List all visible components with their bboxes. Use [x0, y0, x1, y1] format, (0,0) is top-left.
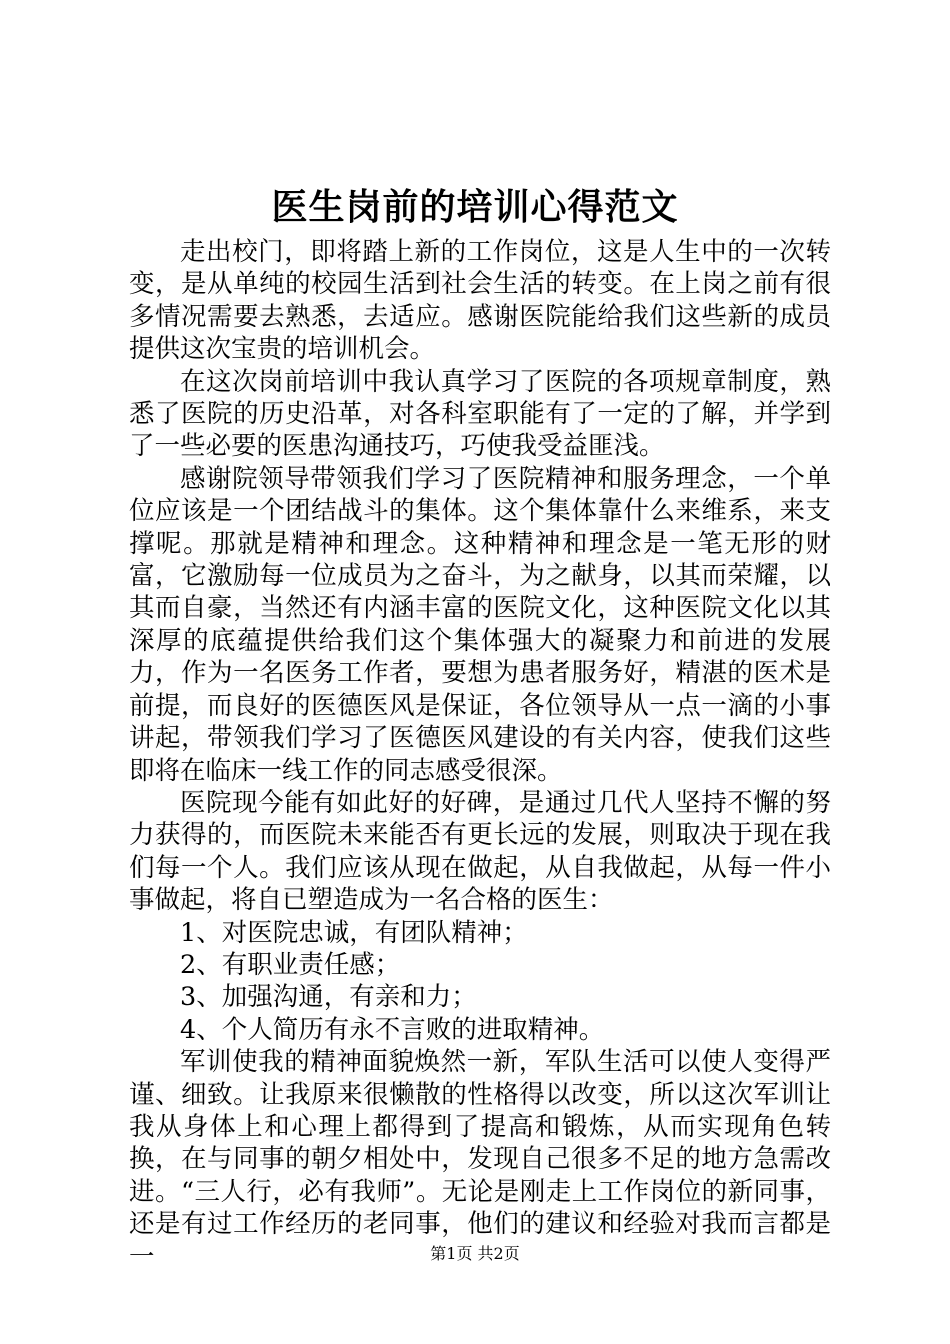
document-body [129, 236, 831, 1273]
list-item: 2、有职业责任感； [180, 949, 401, 980]
page-number-footer: 第1页 共2页 [430, 1244, 520, 1263]
paragraph: 医院现今能有如此好的好碑，是通过几代人坚持不懈的努力获得的，而医院未来能否有更长远的发展，则取决于现在我们每一个人。我们应该从现在做起，从自我做起，从每一件小事做起，将自已塑造成为一名合格的医生： [129, 787, 831, 916]
paragraph: 军训使我的精神面貌焕然一新，军队生活可以使人变得严谨、细致。让我原来很懒散的性格得以改变，所以这次军训让我从身体上和心理上都得到了提高和锻炼，从而实现角色转换，在与同事的朝夕相处中，发现自己很多不足的地方急需改进。“三人行，必有我师”。无论是刚走上工作岗位的新同事，还是有过工作经历的老同事，他们的建议和经验对我而言都是一 [129, 1047, 831, 1272]
document-title: 医生岗前的培训心得范文 [271, 187, 679, 228]
list-item: 1、对医院忠诚，有团队精神； [180, 917, 528, 948]
list-item: 3、加强沟通，有亲和力； [180, 982, 477, 1013]
paragraph: 走出校门，即将踏上新的工作岗位，这是人生中的一次转变，是从单纯的校园生活到社会生活的转变。在上岗之前有很多情况需要去熟悉，去适应。感谢医院能给我们这些新的成员提供这次宝贵的培训机会。 [129, 237, 831, 365]
paragraph: 感谢院领导带领我们学习了医院精神和服务理念，一个单位应该是一个团结战斗的集体。这个集体靠什么来维系，来支撑呢。那就是精神和理念。这种精神和理念是一笔无形的财富，它激励每一位成员为之奋斗，为之献身，以其而荣耀，以其而自豪，当然还有内涵丰富的医院文化，这种医院文化以其深厚的底蕴提供给我们这个集体强大的凝聚力和前进的发展力，作为一名医务工作者，要想为患者服务好，精湛的医术是前提，而良好的医德医风是保证，各位领导从一点一滴的小事讲起，带领我们学习了医德医风建设的有关内容，使我们这些即将在临床一线工作的同志感受很深。 [129, 463, 831, 786]
list-item: 4、个人简历有永不言败的进取精神。 [180, 1014, 605, 1045]
paragraph: 在这次岗前培训中我认真学习了医院的各项规章制度，熟悉了医院的历史沿革，对各科室职能有了一定的了解，并学到了一些必要的医患沟通技巧，巧使我受益匪浅。 [129, 366, 831, 462]
